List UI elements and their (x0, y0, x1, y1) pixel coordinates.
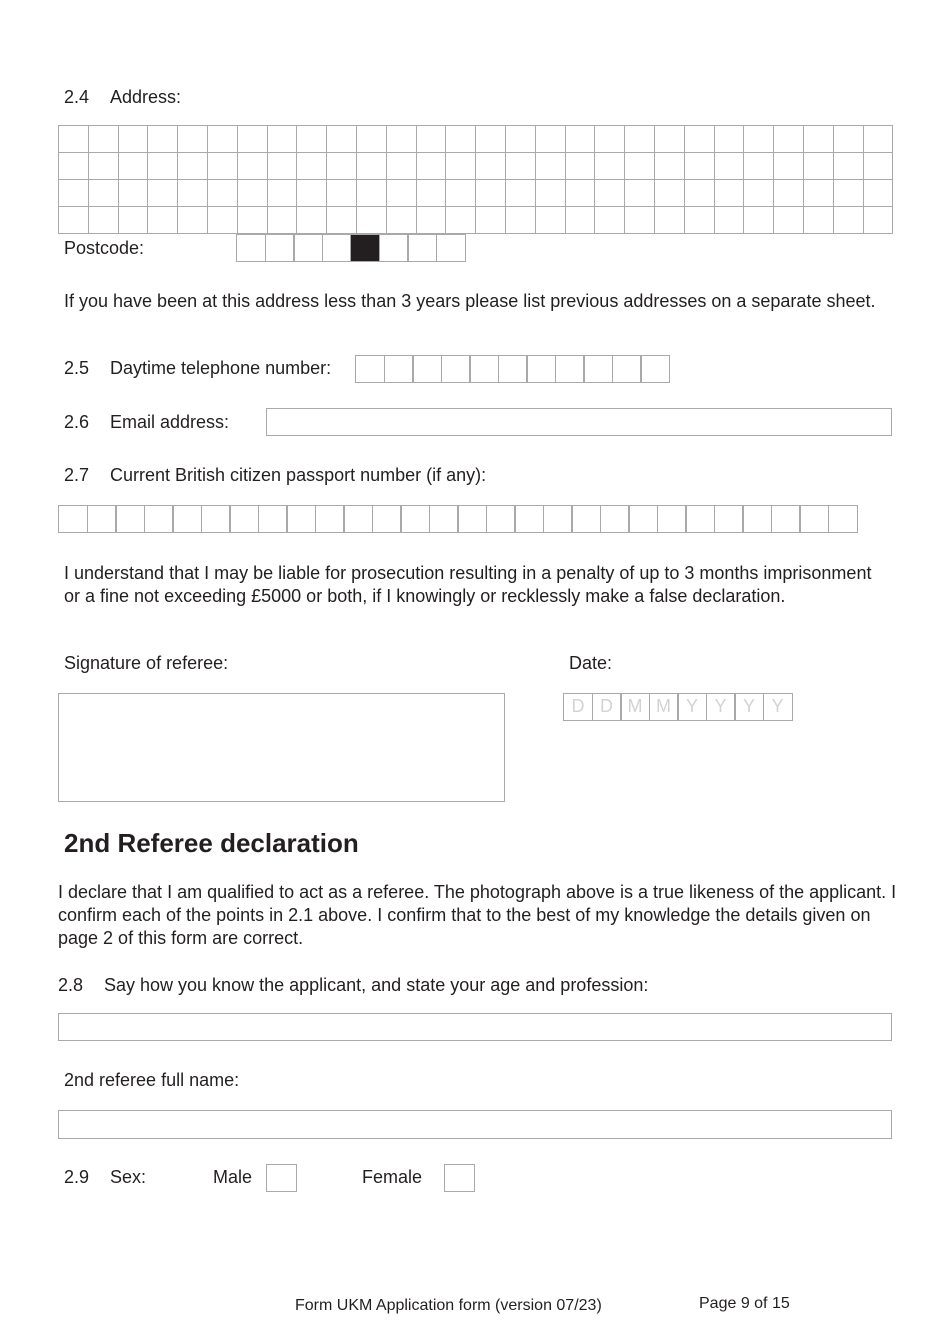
phone-digit-box[interactable] (526, 355, 556, 383)
address-char-box[interactable] (625, 153, 655, 180)
passport-char-box[interactable] (486, 505, 516, 533)
passport-char-box[interactable] (429, 505, 459, 533)
passport-char-box[interactable] (315, 505, 345, 533)
sex-label: Sex: (110, 1167, 147, 1187)
postcode-char-box[interactable] (322, 234, 352, 262)
section-number: 2.5 (64, 358, 90, 378)
address-grid-row (59, 207, 893, 234)
address-char-box[interactable] (803, 153, 833, 180)
date-char-box[interactable]: Y (677, 693, 707, 721)
signature-label: Signature of referee: (64, 653, 229, 673)
male-checkbox[interactable] (266, 1164, 297, 1192)
address-char-box[interactable] (178, 126, 208, 153)
date-label: Date: (569, 653, 613, 673)
passport-char-box[interactable] (571, 505, 601, 533)
passport-char-box[interactable] (87, 505, 117, 533)
signature-box[interactable] (58, 693, 505, 802)
passport-char-box[interactable] (372, 505, 402, 533)
address-char-box[interactable] (476, 153, 506, 180)
female-label: Female (362, 1167, 423, 1187)
phone-boxes[interactable] (355, 355, 670, 383)
postcode-char-box[interactable] (379, 234, 409, 262)
address-char-box[interactable] (386, 207, 416, 234)
relationship-field[interactable] (58, 1013, 892, 1041)
passport-char-box[interactable] (286, 505, 316, 533)
address-char-box[interactable] (416, 207, 446, 234)
male-label: Male (213, 1167, 253, 1187)
address-char-box[interactable] (267, 180, 297, 207)
address-char-box[interactable] (714, 207, 744, 234)
section-number: 2.4 (64, 87, 90, 107)
address-char-box[interactable] (356, 207, 386, 234)
passport-char-box[interactable] (144, 505, 174, 533)
address-grid-row (59, 180, 893, 207)
full-name-label: 2nd referee full name: (64, 1070, 240, 1090)
address-char-box[interactable] (625, 180, 655, 207)
date-char-box[interactable]: D (563, 693, 593, 721)
address-char-box[interactable] (267, 153, 297, 180)
prosecution-note: I understand that I may be liable for prosecution resulting in a penalty of up to 3 months imprisonment or a fine not exceeding £5000 or both, if I knowingly or recklessly make a false declaration. (64, 563, 872, 606)
address-char-box[interactable] (327, 180, 357, 207)
address-char-box[interactable] (476, 180, 506, 207)
second-referee-heading: 2nd Referee declaration (64, 828, 359, 858)
address-char-box[interactable] (535, 126, 565, 153)
address-char-box[interactable] (654, 153, 684, 180)
address-char-box[interactable] (535, 207, 565, 234)
passport-char-box[interactable] (457, 505, 487, 533)
address-char-box[interactable] (654, 207, 684, 234)
passport-char-box[interactable] (742, 505, 772, 533)
passport-char-box[interactable] (343, 505, 373, 533)
address-char-box[interactable] (207, 126, 237, 153)
address-char-box[interactable] (207, 180, 237, 207)
passport-heading (64, 464, 486, 487)
referee-declaration: I declare that I am qualified to act as a referee. The photograph above is a true likeness of the applicant. I confirm each of the points in 2.1 above. I confirm that to the best of my knowledge the details given on page 2 of this form are correct. (58, 882, 897, 948)
postcode-label: Postcode: (64, 238, 145, 258)
address-char-box[interactable] (803, 207, 833, 234)
address-char-box[interactable] (595, 153, 625, 180)
phone-digit-box[interactable] (412, 355, 442, 383)
address-char-box[interactable] (446, 207, 476, 234)
email-label: Email address: (110, 412, 230, 432)
address-char-box[interactable] (863, 207, 893, 234)
address-char-box[interactable] (59, 126, 89, 153)
passport-char-box[interactable] (58, 505, 88, 533)
address-char-box[interactable] (684, 126, 714, 153)
address-char-box[interactable] (148, 207, 178, 234)
address-char-box[interactable] (833, 126, 863, 153)
date-char-box[interactable]: Y (734, 693, 764, 721)
address-char-box[interactable] (327, 207, 357, 234)
postcode-char-box[interactable] (436, 234, 466, 262)
address-char-box[interactable] (178, 180, 208, 207)
address-char-box[interactable] (565, 126, 595, 153)
address-char-box[interactable] (744, 153, 774, 180)
passport-char-box[interactable] (172, 505, 202, 533)
address-char-box[interactable] (476, 126, 506, 153)
relationship-heading (58, 974, 648, 997)
passport-char-box[interactable] (685, 505, 715, 533)
address-char-box[interactable] (654, 180, 684, 207)
previous-address-note: If you have been at this address less than 3 years please list previous addresses on a separate sheet. (64, 291, 876, 311)
address-char-box[interactable] (625, 126, 655, 153)
passport-char-box[interactable] (543, 505, 573, 533)
address-char-box[interactable] (565, 207, 595, 234)
address-char-box[interactable] (833, 153, 863, 180)
passport-char-box[interactable] (799, 505, 829, 533)
passport-char-box[interactable] (628, 505, 658, 533)
date-char-box[interactable]: Y (706, 693, 736, 721)
postcode-char-box[interactable] (236, 234, 266, 262)
postcode-char-box[interactable] (265, 234, 295, 262)
address-char-box[interactable] (833, 207, 863, 234)
address-char-box[interactable] (327, 126, 357, 153)
address-char-box[interactable] (59, 153, 89, 180)
address-char-box[interactable] (297, 180, 327, 207)
address-char-box[interactable] (237, 153, 267, 180)
passport-char-box[interactable] (828, 505, 858, 533)
address-char-box[interactable] (505, 180, 535, 207)
passport-char-box[interactable] (600, 505, 630, 533)
address-char-box[interactable] (88, 207, 118, 234)
address-char-box[interactable] (207, 207, 237, 234)
address-char-box[interactable] (744, 207, 774, 234)
phone-digit-box[interactable] (555, 355, 585, 383)
passport-char-box[interactable] (115, 505, 145, 533)
postcode-boxes[interactable] (236, 234, 466, 262)
address-char-box[interactable] (59, 180, 89, 207)
phone-digit-box[interactable] (640, 355, 670, 383)
footer-page-number: Page 9 of 15 (699, 1295, 790, 1312)
passport-char-box[interactable] (771, 505, 801, 533)
address-char-box[interactable] (803, 126, 833, 153)
address-grid-row (59, 126, 893, 153)
address-char-box[interactable] (714, 126, 744, 153)
address-char-box[interactable] (446, 126, 476, 153)
address-char-box[interactable] (595, 180, 625, 207)
passport-char-box[interactable] (400, 505, 430, 533)
address-char-box[interactable] (88, 180, 118, 207)
passport-char-box[interactable] (201, 505, 231, 533)
address-grid[interactable] (58, 125, 893, 234)
address-char-box[interactable] (774, 180, 804, 207)
address-char-box[interactable] (118, 207, 148, 234)
address-char-box[interactable] (386, 126, 416, 153)
address-char-box[interactable] (386, 180, 416, 207)
email-field[interactable] (266, 408, 892, 436)
address-char-box[interactable] (386, 153, 416, 180)
address-char-box[interactable] (625, 207, 655, 234)
address-char-box[interactable] (59, 207, 89, 234)
phone-digit-box[interactable] (498, 355, 528, 383)
address-char-box[interactable] (714, 180, 744, 207)
address-label: Address: (110, 87, 182, 107)
phone-digit-box[interactable] (612, 355, 642, 383)
address-char-box[interactable] (88, 153, 118, 180)
address-char-box[interactable] (148, 180, 178, 207)
address-char-box[interactable] (476, 207, 506, 234)
address-char-box[interactable] (684, 180, 714, 207)
address-char-box[interactable] (744, 126, 774, 153)
address-char-box[interactable] (297, 153, 327, 180)
address-char-box[interactable] (148, 126, 178, 153)
address-char-box[interactable] (565, 180, 595, 207)
address-char-box[interactable] (863, 180, 893, 207)
address-char-box[interactable] (297, 126, 327, 153)
email-heading (64, 411, 229, 434)
postcode-char-box (350, 234, 380, 262)
passport-char-box[interactable] (657, 505, 687, 533)
address-char-box[interactable] (505, 207, 535, 234)
address-char-box[interactable] (356, 126, 386, 153)
address-grid-row (59, 153, 893, 180)
date-char-box[interactable]: M (620, 693, 650, 721)
address-char-box[interactable] (565, 153, 595, 180)
section-number: 2.7 (64, 465, 90, 485)
date-char-box[interactable]: D (592, 693, 622, 721)
address-char-box[interactable] (237, 207, 267, 234)
sex-heading (64, 1166, 146, 1189)
address-char-box[interactable] (863, 153, 893, 180)
female-checkbox[interactable] (444, 1164, 475, 1192)
address-char-box[interactable] (356, 153, 386, 180)
address-char-box[interactable] (118, 126, 148, 153)
postcode-char-box[interactable] (407, 234, 437, 262)
address-char-box[interactable] (803, 180, 833, 207)
address-char-box[interactable] (178, 207, 208, 234)
address-char-box[interactable] (595, 207, 625, 234)
address-char-box[interactable] (774, 153, 804, 180)
section-number: 2.9 (64, 1167, 90, 1187)
passport-char-box[interactable] (714, 505, 744, 533)
address-char-box[interactable] (356, 180, 386, 207)
address-char-box[interactable] (207, 153, 237, 180)
address-char-box[interactable] (505, 153, 535, 180)
address-char-box[interactable] (237, 180, 267, 207)
passport-char-box[interactable] (229, 505, 259, 533)
date-boxes[interactable] (563, 693, 793, 721)
address-char-box[interactable] (416, 126, 446, 153)
address-char-box[interactable] (267, 126, 297, 153)
address-char-box[interactable] (774, 207, 804, 234)
address-char-box[interactable] (297, 207, 327, 234)
address-char-box[interactable] (684, 153, 714, 180)
address-char-box[interactable] (505, 126, 535, 153)
phone-digit-box[interactable] (469, 355, 499, 383)
address-char-box[interactable] (535, 153, 565, 180)
address-char-box[interactable] (535, 180, 565, 207)
passport-char-box[interactable] (514, 505, 544, 533)
address-char-box[interactable] (684, 207, 714, 234)
address-char-box[interactable] (654, 126, 684, 153)
phone-digit-box[interactable] (441, 355, 471, 383)
address-char-box[interactable] (118, 180, 148, 207)
phone-digit-box[interactable] (355, 355, 385, 383)
address-heading (64, 86, 181, 109)
phone-heading (64, 357, 331, 380)
address-char-box[interactable] (833, 180, 863, 207)
phone-digit-box[interactable] (384, 355, 414, 383)
address-char-box[interactable] (118, 153, 148, 180)
address-char-box[interactable] (237, 126, 267, 153)
address-char-box[interactable] (744, 180, 774, 207)
address-char-box[interactable] (267, 207, 297, 234)
footer-form-name: Form UKM Application form (version 07/23) (295, 1297, 602, 1314)
address-char-box[interactable] (148, 153, 178, 180)
address-char-box[interactable] (863, 126, 893, 153)
full-name-field[interactable] (58, 1110, 892, 1139)
address-char-box[interactable] (88, 126, 118, 153)
section-number: 2.8 (58, 975, 84, 995)
address-char-box[interactable] (416, 180, 446, 207)
passport-label: Current British citizen passport number (if any): (110, 465, 487, 485)
relationship-label: Say how you know the applicant, and state your age and profession: (104, 975, 649, 995)
phone-label: Daytime telephone number: (110, 358, 332, 378)
passport-boxes[interactable] (58, 505, 858, 533)
address-char-box[interactable] (595, 126, 625, 153)
date-char-box[interactable]: M (649, 693, 679, 721)
address-char-box[interactable] (446, 180, 476, 207)
address-char-box[interactable] (416, 153, 446, 180)
postcode-char-box[interactable] (293, 234, 323, 262)
address-char-box[interactable] (446, 153, 476, 180)
date-char-box[interactable]: Y (763, 693, 793, 721)
section-number: 2.6 (64, 412, 90, 432)
address-char-box[interactable] (714, 153, 744, 180)
passport-char-box[interactable] (258, 505, 288, 533)
phone-digit-box[interactable] (583, 355, 613, 383)
address-char-box[interactable] (327, 153, 357, 180)
address-char-box[interactable] (178, 153, 208, 180)
address-char-box[interactable] (774, 126, 804, 153)
